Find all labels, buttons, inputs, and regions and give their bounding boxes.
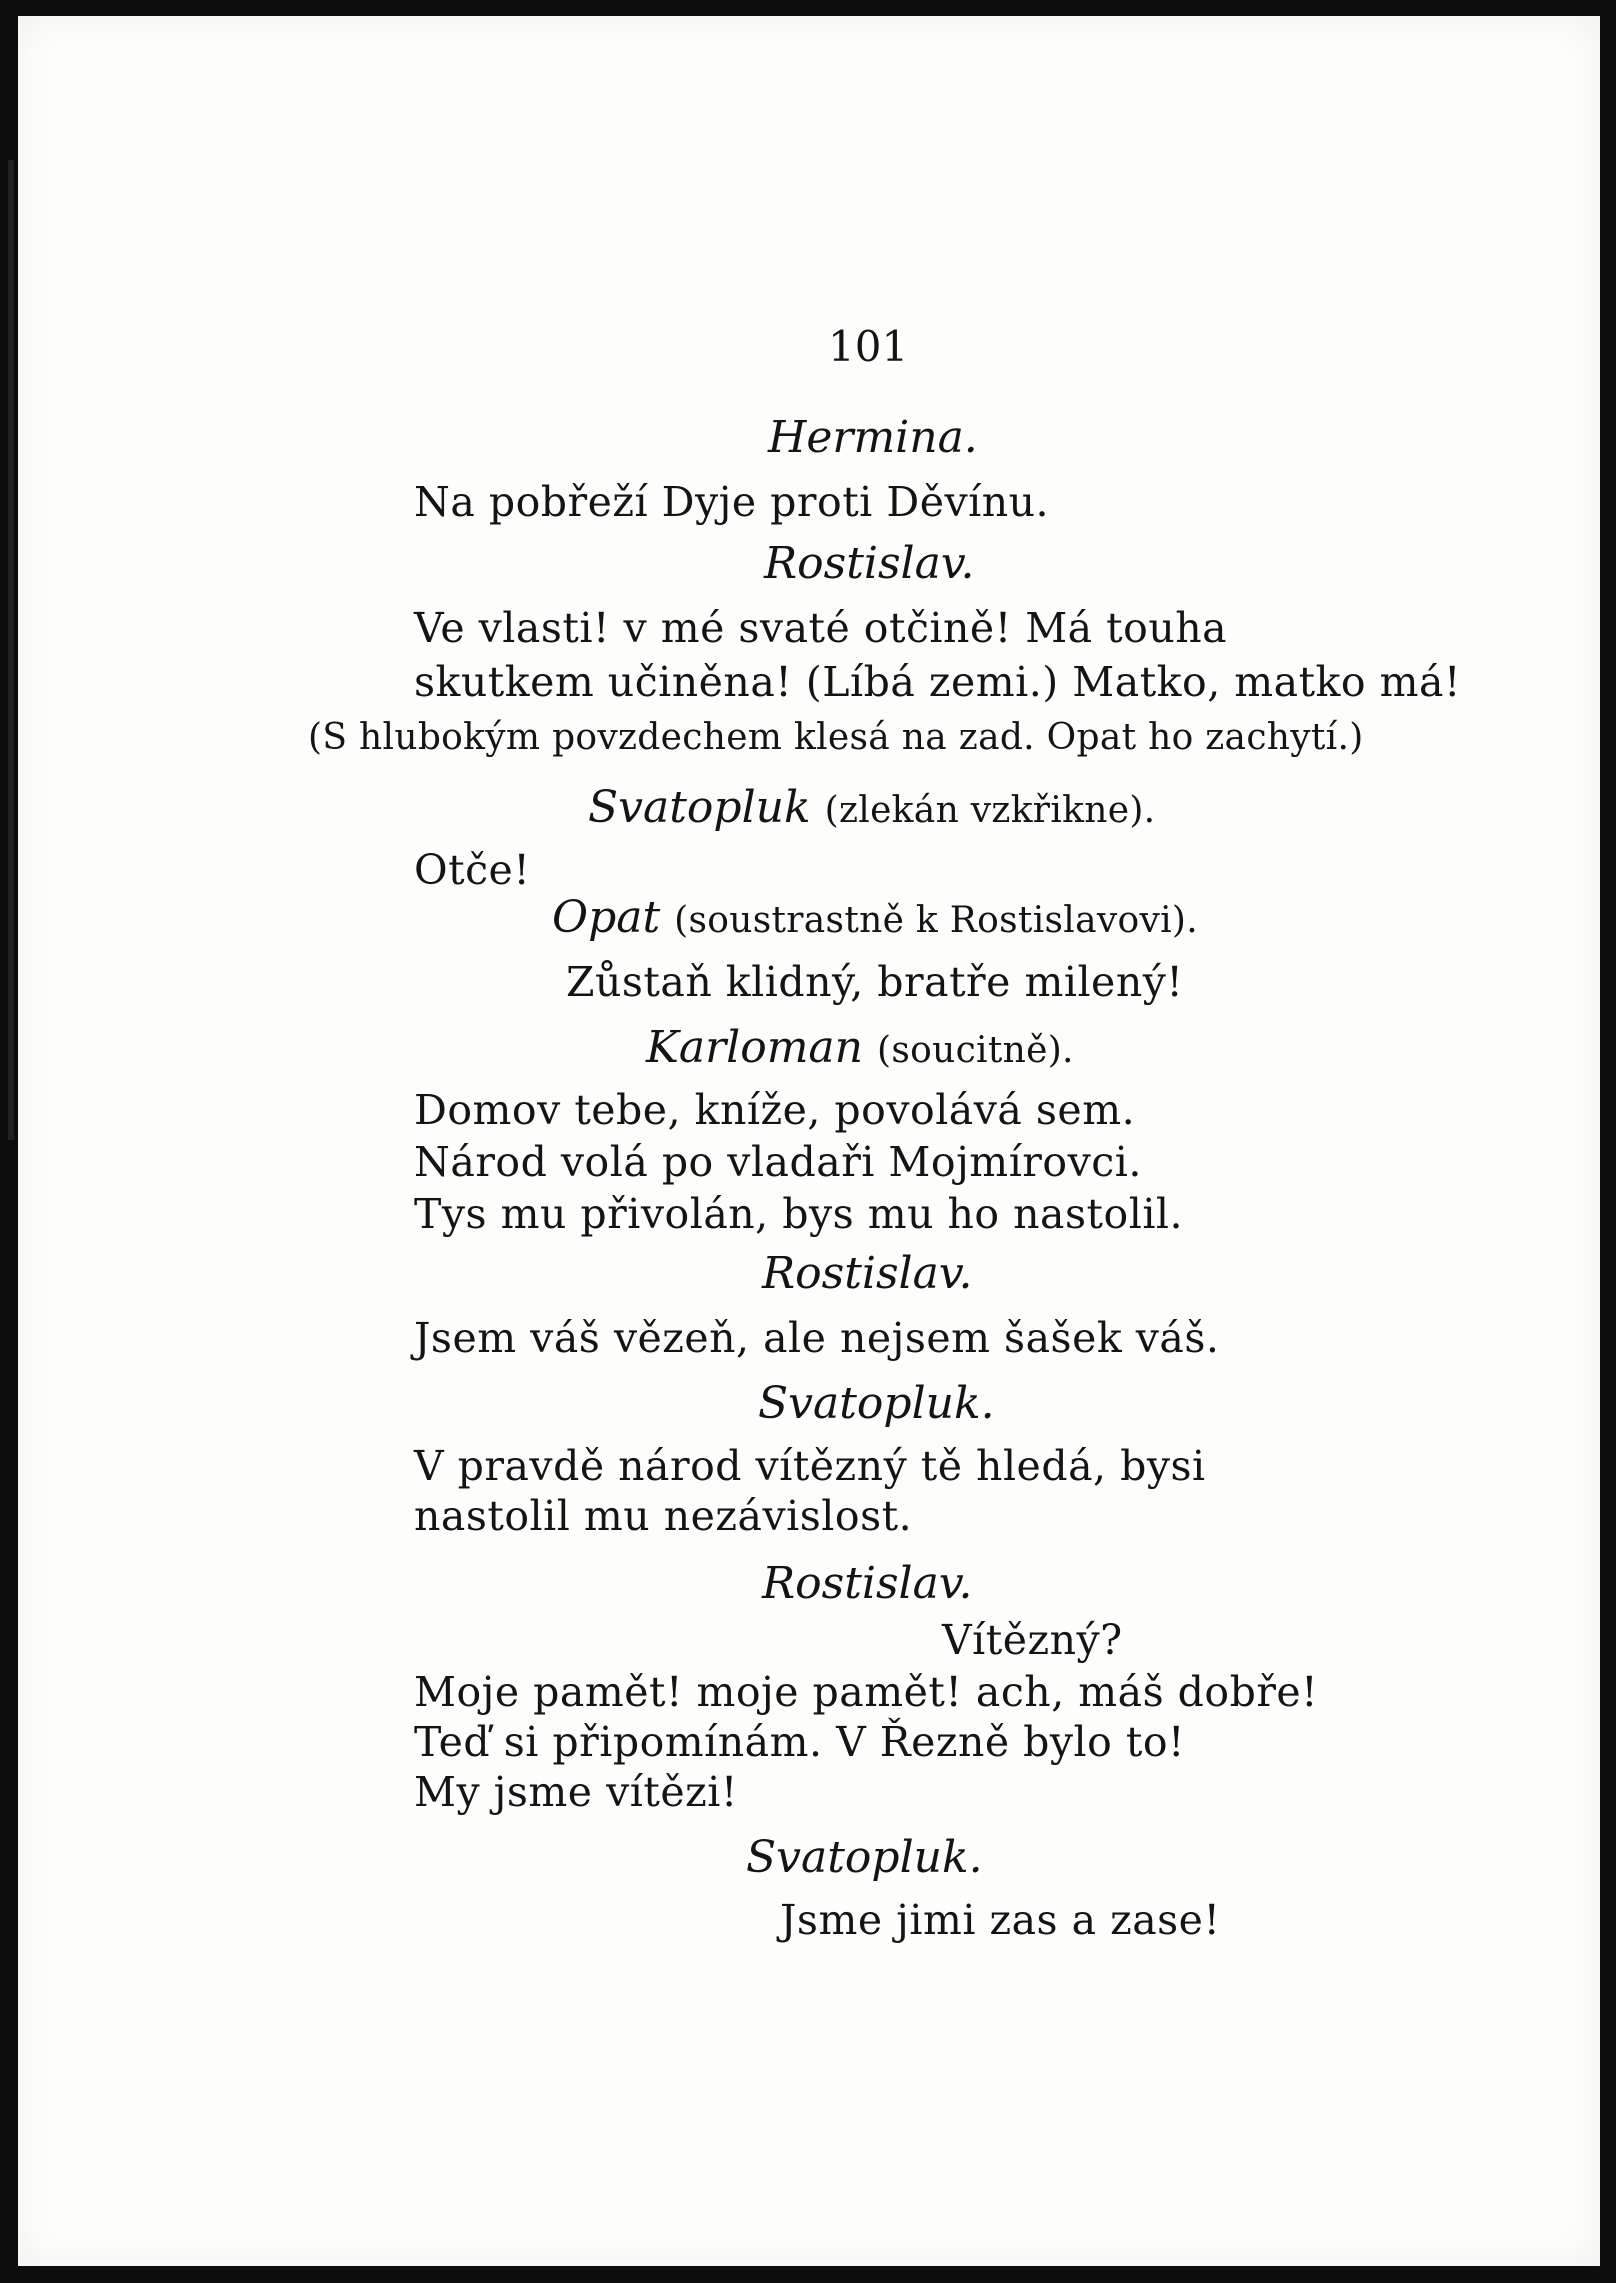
speaker-name: Karloman: [646, 1022, 863, 1073]
dialogue-line: Tys mu přivolán, bys mu ho nastolil.: [414, 1190, 1184, 1238]
book-page: [18, 16, 1600, 2266]
dialogue-line: Domov tebe, kníže, povolává sem.: [414, 1086, 1136, 1134]
speaker-name: Svatopluk: [588, 782, 811, 833]
speaker-name: Opat: [552, 892, 661, 943]
speaker-rostislav: Rostislav.: [762, 1248, 973, 1299]
dialogue-line: V pravdě národ vítězný tě hledá, bysi: [414, 1442, 1206, 1490]
dialogue-line: nastolil mu nezávislost.: [414, 1492, 913, 1540]
dialogue-line: My jsme vítězi!: [414, 1768, 738, 1816]
dialogue-line: Jsme jimi zas a zase!: [780, 1896, 1221, 1944]
speaker-svatopluk: Svatopluk.: [758, 1378, 995, 1429]
speaker-direction: (zlekán vzkřikne).: [824, 790, 1156, 831]
dialogue-line: Teď si připomínám. V Řezně bylo to!: [414, 1718, 1186, 1766]
page-number: 101: [828, 322, 909, 371]
dialogue-line: Otče!: [414, 846, 531, 894]
dialogue-line: Vítězný?: [942, 1616, 1123, 1664]
dialogue-line: Moje pamět! moje pamět! ach, máš dobře!: [414, 1668, 1319, 1716]
dialogue-line: Národ volá po vladaři Mojmírovci.: [414, 1138, 1142, 1186]
speaker-rostislav: Rostislav.: [762, 1558, 973, 1609]
speaker-rostislav: Rostislav.: [764, 538, 975, 589]
speaker-direction: (soucitně).: [877, 1030, 1074, 1071]
dialogue-line: skutkem učiněna! (Líbá zemi.) Matko, matko má!: [414, 658, 1461, 706]
speaker-direction: (soustrastně k Rostislavovi).: [674, 900, 1199, 941]
speaker-hermina: Hermina.: [768, 412, 978, 463]
dialogue-line: Jsem váš vězeň, ale nejsem šašek váš.: [414, 1314, 1220, 1362]
dialogue-line: Ve vlasti! v mé svaté otčině! Má touha: [414, 604, 1228, 652]
speaker-opat: [552, 892, 1199, 943]
speaker-karloman: [646, 1022, 1074, 1073]
stage-direction: (S hlubokým povzdechem klesá na zad. Opat ho zachytí.): [308, 717, 1364, 758]
dialogue-line: Na pobřeží Dyje proti Děvínu.: [414, 478, 1050, 526]
speaker-svatopluk: [588, 782, 1156, 833]
binding-edge-mark: [8, 160, 14, 1140]
dialogue-line: Zůstaň klidný, bratře milený!: [566, 958, 1184, 1006]
speaker-svatopluk: Svatopluk.: [746, 1832, 983, 1883]
